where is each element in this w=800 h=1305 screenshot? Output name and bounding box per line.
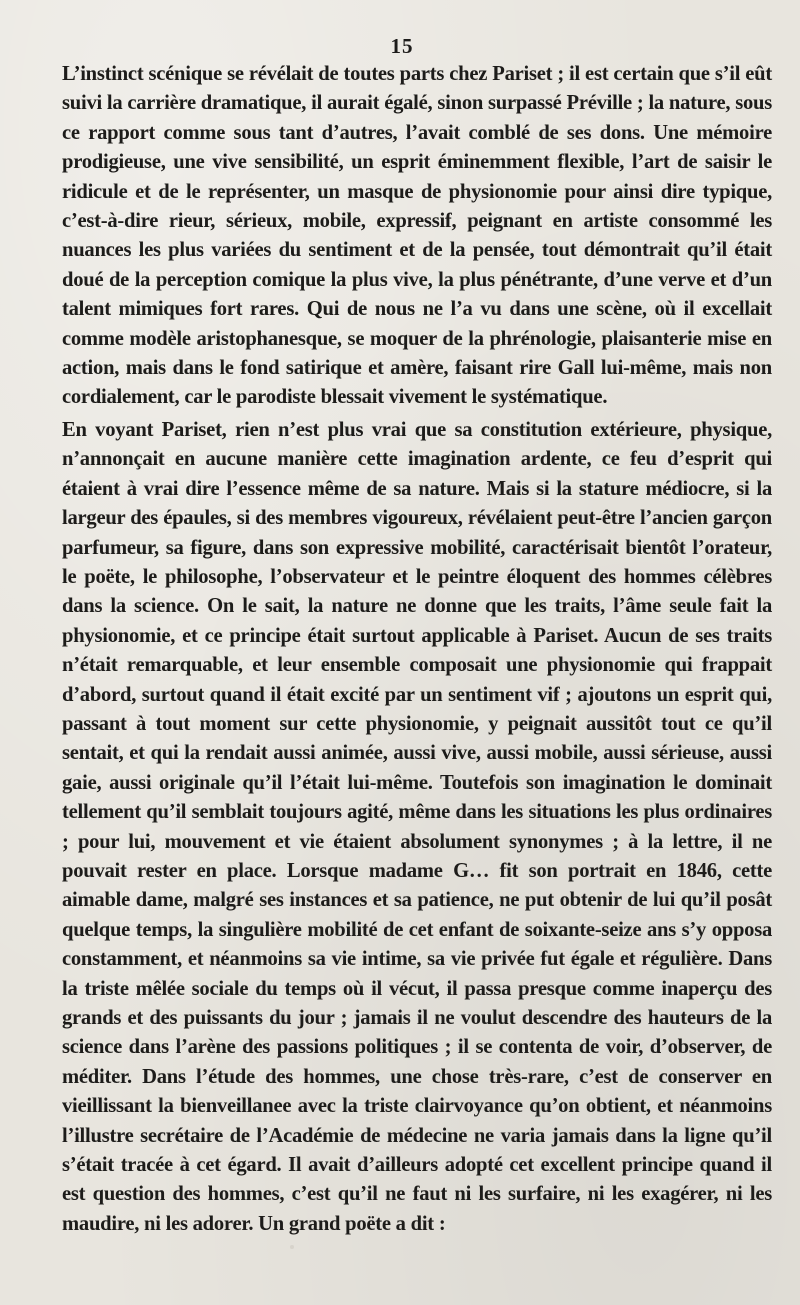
paragraph-2: En voyant Pariset, rien n’est plus vrai que sa constitution extérieure, physique, n’annonçait en aucune manière cette imagination ardente, ce feu d’esprit qui étaient à vrai dire l’essence même de sa nature. Mais si la stature médiocre, si la largeur des épaules, si des membres vigoureux, révélaient peut-être l’ancien garçon parfumeur, sa figure, dans son expressive mobilité, caractérisait bientôt l’orateur, le poëte, le philosophe, l’observateur et le peintre éloquent des hommes célèbres dans la science. On le sait, la nature ne donne que les traits, l’âme seule fait la physionomie, et ce principe était surtout applicable à Pariset. Aucun de ses traits n’était remarquable, et leur ensemble composait une physionomie qui frappait d’abord, surtout quand il était excité par un sentiment vif ; ajoutons un esprit qui, passant à tout moment sur cette physionomie, y peignait aussitôt tout ce qu’il sentait, et qui la rendait aussi animée, aussi vive, aussi mobile, aussi sérieuse, aussi gaie, aussi originale qu’il l’était lui-même. Toutefois son imagination le dominait tellement qu’il semblait toujours agité, même dans les situations les plus ordinaires ; pour lui, mouvement et vie étaient absolument synonymes ; à la lettre, il ne pouvait rester en place. Lorsque madame G… fit son portrait en 1846, cette aimable dame, malgré ses instances et sa patience, ne put obtenir de lui qu’il posât quelque temps, la singulière mobilité de cet enfant de soixante-seize ans s’y opposa constamment, et néanmoins sa vie intime, sa vie privée fut égale et régulière. Dans la triste mêlée sociale du temps où il vécut, il passa presque comme inaperçu des grands et des puissants du jour ; jamais il ne voulut descendre des hauteurs de la science dans l’arène des passions politiques ; il se contenta de voir, d’observer, de méditer. Dans l’étude des hommes, une chose très-rare, c’est de conserver en vieillissant la bienveillanee avec la triste clairvoyance qu’on obtient, et néanmoins l’illustre secrétaire de l’Académie de médecine ne varia jamais dans la ligne qu’il s’était tracée à cet égard. Il avait d’ailleurs adopté cet excellent principe quand il est question des hommes, c’est qu’il ne faut ni les surfaire, ni les exagérer, ni les maudire, ni les adorer. Un grand poëte a dit : — [62, 418, 772, 1235]
ink-speck — [290, 1245, 294, 1249]
paragraph-1: L’instinct scénique se révélait de toutes parts chez Pariset ; il est certain que s’il eût suivi la carrière dramatique, il aurait égalé, sinon surpassé Préville ; la nature, sous ce rapport comme sous tant d’autres, l’avait comblé de ses dons. Une mémoire prodigieuse, une vive sensibilité, un esprit éminemment flexible, l’art de saisir le ridicule et de le représenter, un masque de physionomie pour ainsi dire typique, c’est-à-dire rieur, sérieux, mobile, expressif, peignant en artiste consommé les nuances les plus variées du sentiment et de la pensée, tout démontrait qu’il était doué de la perception comique la plus vive, la plus pénétrante, d’une verve et d’un talent mimiques fort rares. Qui de nous ne l’a vu dans une scène, où il excellait comme modèle aristophanesque, se moquer de la phrénologie, plaisanterie mise en action, mais dans le fond satirique et amère, faisant rire Gall lui-même, mais non cordialement, car le parodiste blessait vivement le systématique. — [62, 63, 772, 409]
page-number: 15 — [390, 34, 414, 58]
